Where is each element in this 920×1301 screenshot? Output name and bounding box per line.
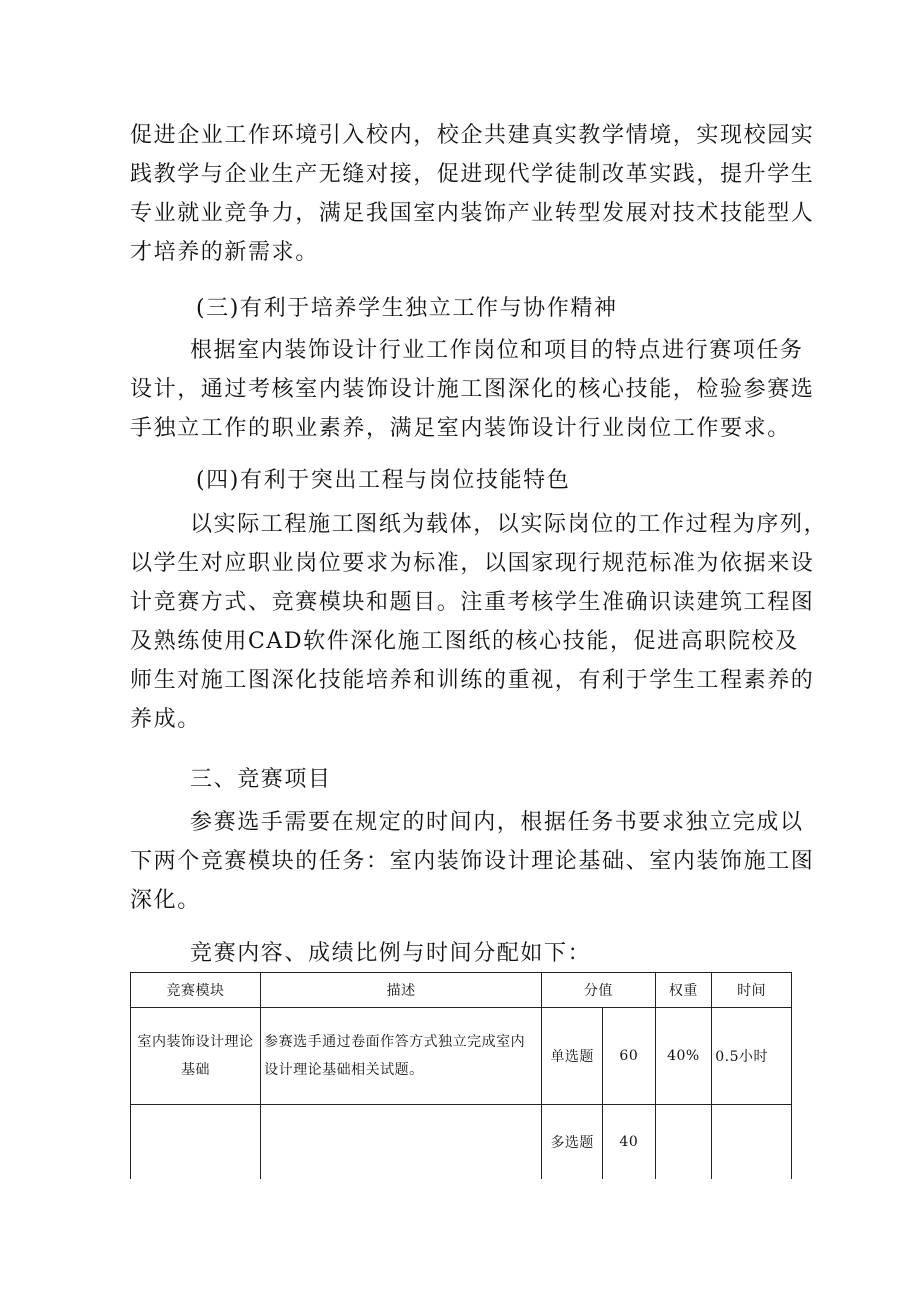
cell-module: 室内装饰设计理论基础 (131, 1008, 261, 1105)
text-line: 以学生对应职业岗位要求为标准，以国家现行规范标准为依据来设 (130, 551, 815, 576)
text-line: 师生对施工图深化技能培养和训练的重视，有利于学生工程素养的 (130, 668, 815, 693)
table-row (131, 1008, 792, 1105)
header-description: 描述 (261, 973, 542, 1008)
paragraph-engineering-skills (130, 505, 828, 739)
text-line: 参赛选手需要在规定的时间内，根据任务书要求独立完成以 (190, 810, 804, 835)
cell-time (712, 1105, 792, 1180)
header-module: 竞赛模块 (131, 973, 261, 1008)
section-title-competition-items: 三、竞赛项目 (190, 767, 332, 792)
cell-description (261, 1105, 542, 1180)
table-header-row (131, 973, 792, 1008)
text-line: 手独立工作的职业素养，满足室内装饰设计行业岗位工作要求。 (130, 416, 791, 441)
score-table (130, 972, 792, 1179)
paragraph-intro-continuation (130, 116, 815, 272)
cell-score-value: 40 (603, 1105, 655, 1180)
text-line: 以实际工程施工图纸为载体，以实际岗位的工作过程为序列， (190, 512, 828, 537)
text-line: 促进企业工作环境引入校内，校企共建真实教学情境，实现校园实 (130, 123, 815, 148)
text-line: 设计，通过考核室内装饰设计施工图深化的核心技能，检验参赛选 (130, 377, 815, 402)
text-line: 及熟练使用CAD软件深化施工图纸的核心技能，促进高职院校及 (130, 629, 799, 654)
paragraph-independent-work (130, 331, 815, 448)
cell-time: 0.5小时 (712, 1008, 792, 1105)
table-row (131, 1105, 792, 1180)
cell-weight: 40% (655, 1008, 712, 1105)
cell-description: 参赛选手通过卷面作答方式独立完成室内设计理论基础相关试题。 (261, 1008, 542, 1105)
text-line: 下两个竞赛模块的任务：室内装饰设计理论基础、室内装饰施工图 (130, 849, 815, 874)
text-line: 养成。 (130, 707, 201, 732)
text-line: 根据室内装饰设计行业工作岗位和项目的特点进行赛项任务 (190, 338, 804, 363)
text-line: 专业就业竞争力，满足我国室内装饰产业转型发展对技术技能型人 (130, 201, 815, 226)
text-line: 才培养的新需求。 (130, 240, 319, 265)
header-weight: 权重 (655, 973, 712, 1008)
text-line: 深化。 (130, 888, 201, 913)
subheading-four: (四)有利于突出工程与岗位技能特色 (196, 468, 571, 493)
cell-question-type: 单选题 (542, 1008, 603, 1105)
cell-score-value: 60 (603, 1008, 655, 1105)
paragraph-competition-tasks (130, 803, 815, 920)
table-caption: 竞赛内容、成绩比例与时间分配如下： (190, 941, 592, 966)
cell-weight (655, 1105, 712, 1180)
subheading-three: (三)有利于培养学生独立工作与协作精神 (196, 296, 618, 321)
cell-question-type: 多选题 (542, 1105, 603, 1180)
header-time: 时间 (712, 973, 792, 1008)
cell-module (131, 1105, 261, 1180)
text-line: 计竞赛方式、竞赛模块和题目。注重考核学生准确识读建筑工程图 (130, 590, 815, 615)
text-line: 践教学与企业生产无缝对接，促进现代学徒制改革实践，提升学生 (130, 162, 815, 187)
header-score: 分值 (542, 973, 655, 1008)
